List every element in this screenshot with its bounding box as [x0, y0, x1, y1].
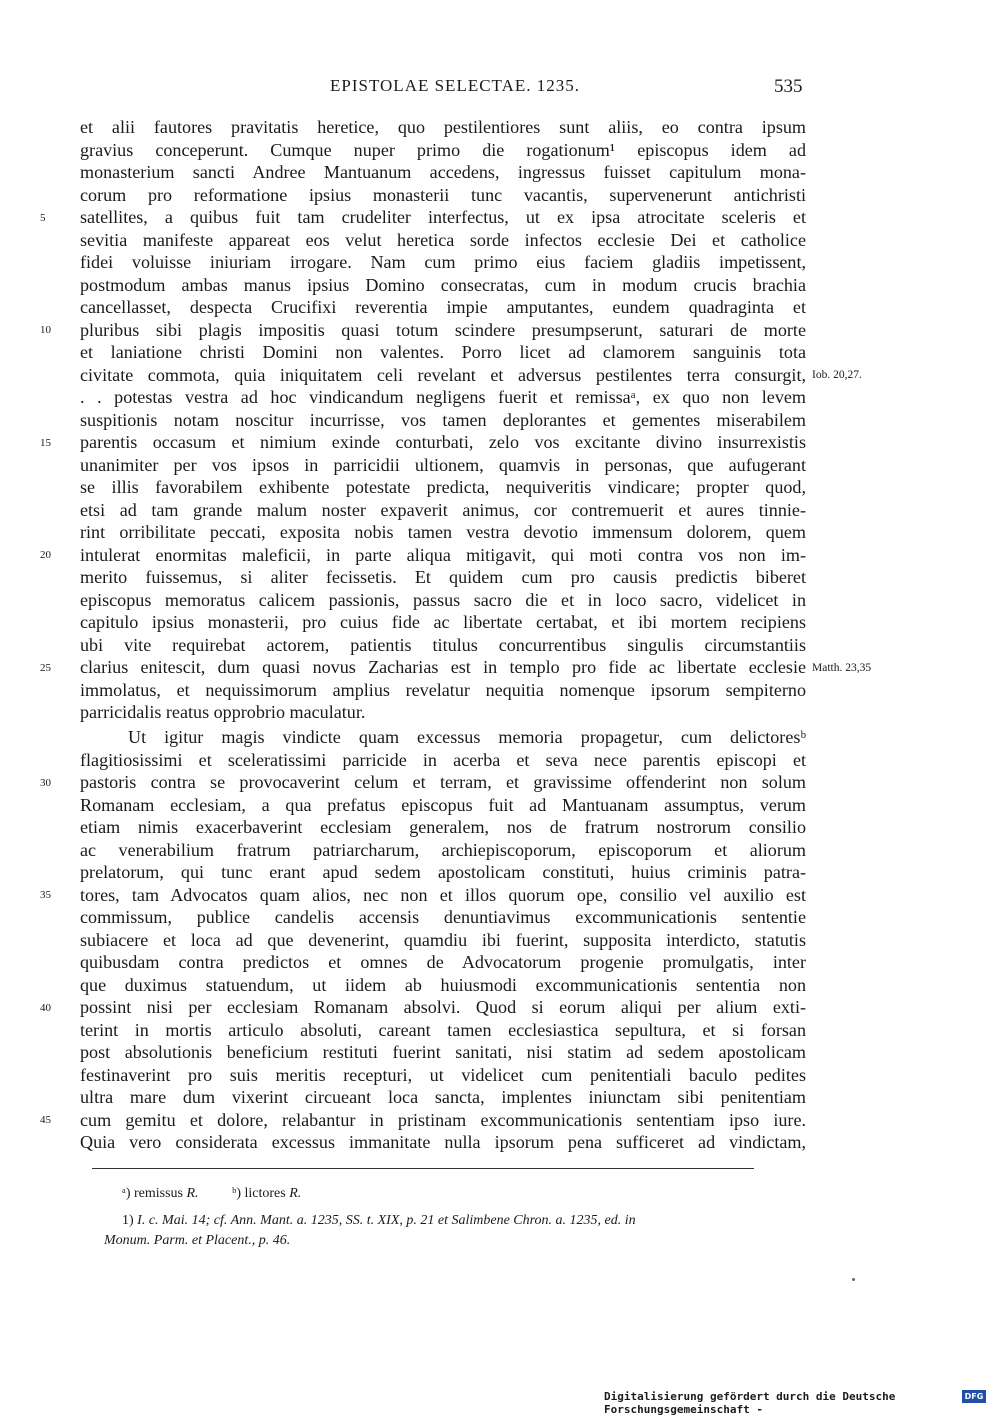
text-line: flagitiosissimi et sceleratissimi parricide in acerba et seva nece parentis episcopi et — [80, 749, 806, 770]
text-line: ac venerabilium fratrum patriarcharum, archiepiscoporum, episcoporum et aliorum — [80, 839, 806, 860]
line-number: 20 — [40, 549, 51, 561]
text-line: ultra mare dum vixerint circueant loca sancta, implentes iniunctam sibi penitentiam — [80, 1087, 806, 1107]
text-line: unanimiter per vos ipsos in parricidii ultionem, quamvis in personas, que aufugerant — [80, 454, 806, 475]
text-line: parentis occasum et nimium exinde conturbati, zelo vos excitante divino insurrexistis — [80, 432, 806, 452]
line-number: 15 — [40, 437, 51, 449]
text-line: que duximus statuendum, ut iidem ab huiusmodi excommunicationis sententia non — [80, 974, 806, 995]
text-line: . . potestas vestra ad hoc vindicandum negligens fuerit et remissaᵃ, ex quo non levem — [80, 387, 806, 407]
dfg-logo: DFG — [962, 1390, 986, 1403]
text-line: subiacere et loca ad que devenerint, quamdiu ibi fuerint, supposita interdicto, statutis — [80, 929, 806, 950]
digitization-credit: Digitalisierung gefördert durch die Deutsche Forschungsgemeinschaft - — [604, 1390, 896, 1416]
footnote-variant-b: ᵇ) lictores R. — [232, 1186, 302, 1201]
line-number: 30 — [40, 777, 51, 789]
text-line: terint in mortis articulo absoluti, careant tamen ecclesiastica sepultura, et si forsan — [80, 1019, 806, 1040]
text-line: rint orribilitate peccati, exposita nobis tamen vestra devotio immensum dolorem, quem — [80, 522, 806, 542]
text-line: suspitionis notam noscitur incurrisse, vos tamen deplorantes et gementes miserabilem — [80, 409, 806, 430]
text-line: gravius conceperunt. Cumque nuper primo die rogationum¹ episcopus idem ad — [80, 139, 806, 160]
line-number: 10 — [40, 324, 51, 336]
text-line: Ut igitur magis vindicte quam excessus memoria propagetur, cum delictoresᵇ — [128, 727, 806, 747]
line-number: 45 — [40, 1114, 51, 1126]
text-line: monasterium sancti Andree Mantuanum accedens, ingressus fuisset capitulum mona- — [80, 162, 806, 182]
line-number: 25 — [40, 662, 51, 674]
text-line: Romanam ecclesiam, a qua prefatus episcopus fuit ad Mantuanam assumptus, verum — [80, 794, 806, 815]
text-line: post absolutionis beneficium restituti fuerint sanitati, nisi statim ad sedem apostolicam — [80, 1042, 806, 1062]
text-line: etiam nimis exacerbaverint ecclesiam generalem, nos de fratrum nostrorum consilio — [80, 817, 806, 837]
text-line: festinaverint pro suis meritis recepturi, ut videlicet cum penitentiali baculo pedites — [80, 1064, 806, 1085]
text-line: possint nisi per ecclesiam Romanam absolvi. Quod si eorum aliqui per alium exti- — [80, 997, 806, 1017]
footnote-variant-a: ᵃ) remissus R. — [122, 1186, 199, 1201]
text-line: quibusdam contra predictos et omnes de Advocatorum progenie promulgatis, inter — [80, 952, 806, 972]
page-number: 535 — [774, 76, 803, 97]
text-line: commissum, publice candelis accensis denuntiavimus excommunicationis sententie — [80, 907, 806, 927]
text-line: civitate commota, quia iniquitatem celi revelant et adversus pestilentes terra consurgit, — [80, 364, 806, 385]
line-number: 35 — [40, 889, 51, 901]
text-line: clarius enitescit, dum quasi novus Zacharias est in templo pro fide ac libertate ecclesie — [80, 657, 806, 677]
margin-reference: Matth. 23,35 — [812, 662, 872, 674]
text-line: etsi ad tam grande malum noster expaverit animus, cor contremuerit et aures tinnie- — [80, 499, 806, 520]
text-line: prelatorum, qui tunc erant apud sedem apostolicam constituti, huius criminis patra- — [80, 862, 806, 882]
text-line: merito fuissemus, si aliter fecissetis. Et quidem cum pro causis predictis biberet — [80, 567, 806, 587]
text-line: immolatus, et nequissimorum amplius revelatur nequitia nomenque ipsorum sempiterno — [80, 679, 806, 700]
text-line: corum pro reformatione ipsius monasterii tunc vacantis, supervenerunt antichristi — [80, 184, 806, 205]
footnote-1: 1) I. c. Mai. 14; cf. Ann. Mant. a. 1235, SS. t. XIX, p. 21 et Salimbene Chron. a. 1235, ed. in — [122, 1213, 636, 1228]
text-line: cancellasset, despecta Crucifixi reverentia impie amputantes, eundem quadraginta et — [80, 297, 806, 317]
footnote-divider — [92, 1168, 754, 1169]
text-line: se illis favorabilem exhibente potestate predicta, nequiveritis vindicare; propter quod, — [80, 477, 806, 497]
text-line: episcopus memoratus calicem passionis, passus sacro die et in loco sacro, videlicet in — [80, 589, 806, 610]
text-line: pluribus sibi plagis impositis quasi totum scindere presumpserunt, saturari de morte — [80, 319, 806, 340]
text-line: intulerat enormitas maleficii, in parte aliqua mitigavit, qui moti contra vos non im- — [80, 544, 806, 565]
scan-speck — [852, 1278, 855, 1281]
text-line: pastoris contra se provocaverint celum et terram, et gravissime offenderint non solum — [80, 772, 806, 792]
text-line: satellites, a quibus fuit tam crudeliter interfectus, ut ex ipsa atrocitate sceleris et — [80, 207, 806, 227]
text-line: Quia vero considerata excessus immanitate nulla ipsorum pena sufficeret ad vindictam, — [80, 1132, 806, 1152]
text-line: postmodum ambas manus ipsius Domino consecratas, cum in modum crucis brachia — [80, 274, 806, 295]
text-line: fidei voluisse iniuriam irrogare. Nam cum primo eius faciem gladiis impetissent, — [80, 252, 806, 272]
footnote-1-continuation: Monum. Parm. et Placent., p. 46. — [104, 1233, 291, 1248]
text-line: sevitia manifeste appareat eos velut heretica sorde infectos ecclesie Dei et catholice — [80, 229, 806, 250]
running-head-title: EPISTOLAE SELECTAE. 1235. — [330, 76, 580, 95]
text-line: ubi vite requirebat actorem, patientis titulus concurrentibus singulis circumstantiis — [80, 634, 806, 655]
text-line: capitulo ipsius monasterii, pro cuius fide ac libertate certabat, et ibi mortem recipiens — [80, 612, 806, 632]
line-number: 5 — [40, 212, 46, 224]
text-line: tores, tam Advocatos quam alios, nec non et illos quorum ope, consilio vel auxilio est — [80, 884, 806, 905]
margin-reference: Iob. 20,27. — [812, 369, 862, 381]
text-line: cum gemitu et dolore, relabantur in pristinam excommunicationis sententiam ipso iure. — [80, 1109, 806, 1130]
text-line: parricidalis reatus opprobrio maculatur. — [80, 702, 366, 722]
text-line: et laniatione christi Domini non valentes. Porro licet ad clamorem sanguinis tota — [80, 342, 806, 362]
text-line: et alii fautores pravitatis heretice, quo pestilentiores sunt aliis, eo contra ipsum — [80, 117, 806, 137]
line-number: 40 — [40, 1002, 51, 1014]
